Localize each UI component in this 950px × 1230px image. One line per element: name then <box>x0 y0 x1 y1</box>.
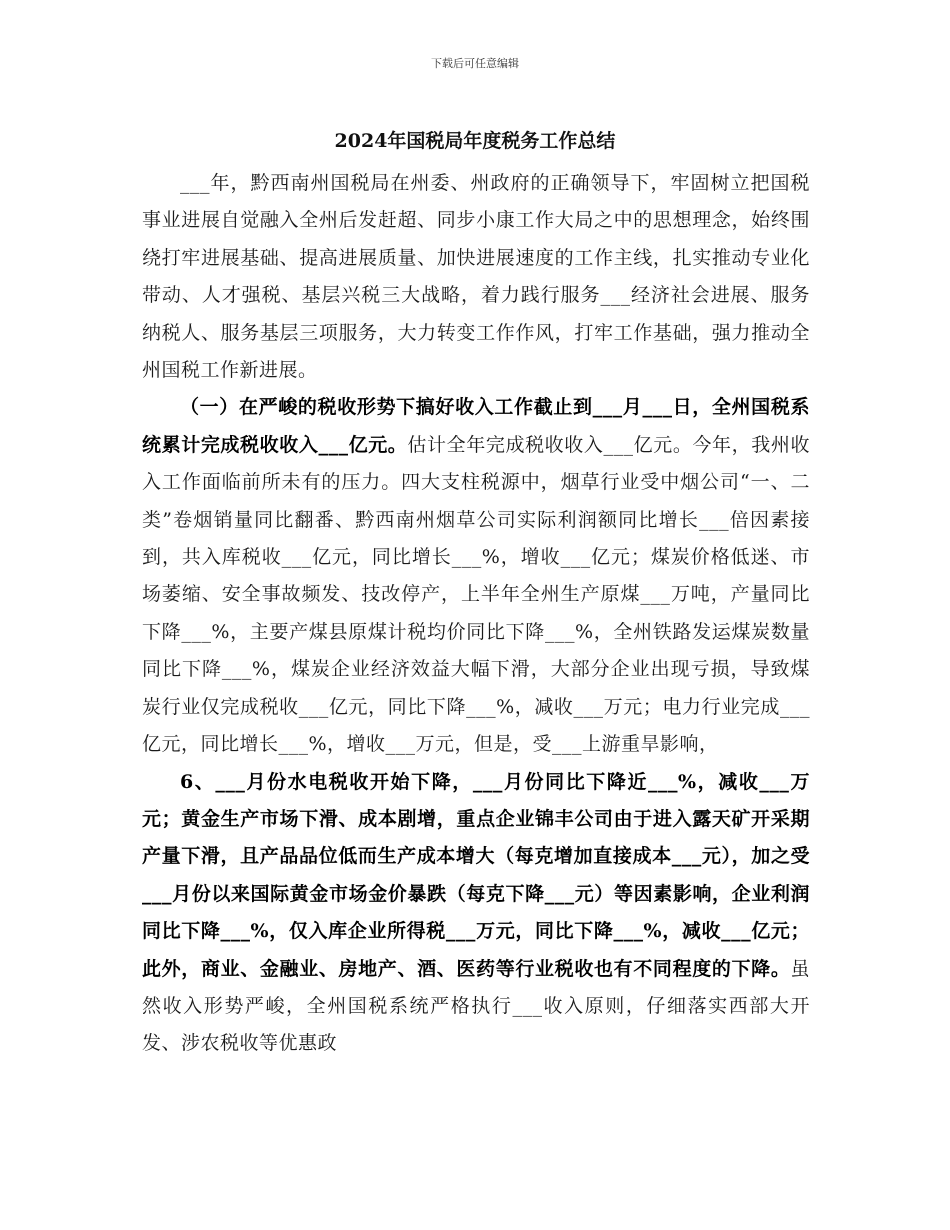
document-body <box>142 165 810 1063</box>
paragraph-industry <box>142 764 810 1063</box>
paragraph-revenue-text: 估计全年完成税收收入___亿元。今年，我州收入工作面临前所未有的压力。四大支柱税源中，烟草行业受中烟公司“一、二类”卷烟销量同比翻番、黔西南州烟草公司实际利润额同比增长___倍因素接到，共入库税收___亿元，同比增长___%，增收___亿元；煤炭价格低迷、市场萎缩、安全事故频发、技改停产，上半年全州生产原煤___万吨，产量同比下降___%，主要产煤县原煤计税均价同比下降___%，全州铁路发运煤炭数量同比下降___%，煤炭企业经济效益大幅下滑，大部分企业出现亏损，导致煤炭行业仅完成税收___亿元，同比下降___%，减收___万元；电力行业完成___亿元，同比增长___%，增收___万元，但是，受___上游重旱影响， <box>142 433 810 756</box>
paragraph-industry-bold-text: 6、___月份水电税收开始下降，___月份同比下降近___%，减收___万元；黄金生产市场下滑、成本剧增，重点企业锦丰公司由于进入露天矿开采期产量下滑，且产品品位低而生产成本增大（每克增加直接成本___元），加之受___月份以来国际黄金市场金价暴跌（每克下降___元）等因素影响，企业利润同比下降___%，仅入库企业所得税___万元，同比下降___%，减收___亿元；此外，商业、金融业、房地产、酒、医药等行业税收也有不同程度的下降。 <box>142 770 810 980</box>
document-title: 2024年国税局年度税务工作总结 <box>334 130 616 152</box>
paragraph-revenue <box>142 389 810 763</box>
page-header-note: 下载后可任意编辑 <box>431 57 519 70</box>
paragraph-intro <box>142 165 810 389</box>
paragraph-revenue-heading: （一）在严峻的税收形势下搞好收入工作截止到___月___日，全州国税系统累计完成税收收入___亿元。 <box>142 396 810 456</box>
paragraph-industry-text: 虽然收入形势严峻，全州国税系统严格执行___收入原则，仔细落实西部大开发、涉农税收等优惠政 <box>142 957 810 1055</box>
paragraph-intro-text: ___年，黔西南州国税局在州委、州政府的正确领导下，牢固树立把国税事业进展自觉融入全州后发赶超、同步小康工作大局之中的思想理念，始终围绕打牢进展基础、提高进展质量、加快进展速度的工作主线，扎实推动专业化带动、人才强税、基层兴税三大战略，着力践行服务___经济社会进展、服务纳税人、服务基层三项服务，大力转变工作作风，打牢工作基础，强力推动全州国税工作新进展。 <box>142 172 810 382</box>
